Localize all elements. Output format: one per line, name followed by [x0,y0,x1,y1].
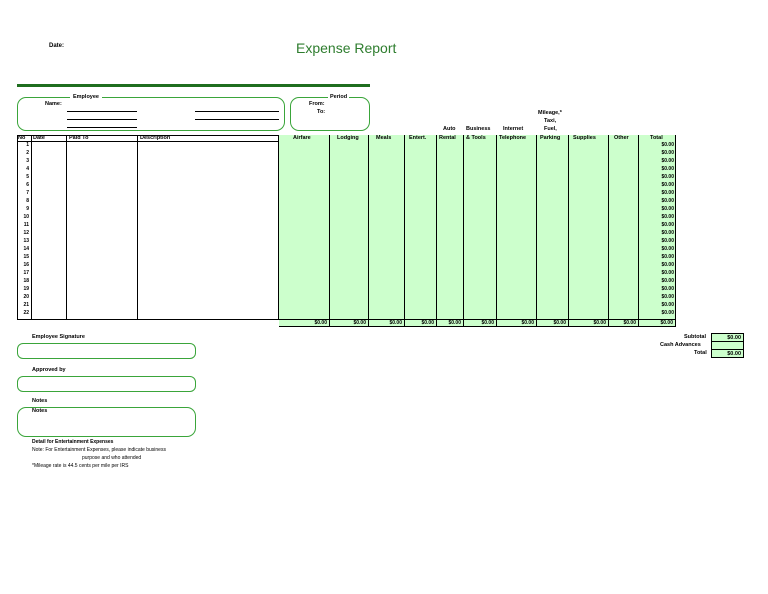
header-rule [17,84,370,87]
row-number: 5 [26,174,29,180]
period-section-label: Period [330,94,348,100]
approved-by-label: Approved by [32,367,66,373]
row-total: $0.00 [661,262,674,268]
row-number: 3 [26,158,29,164]
row-number: 21 [23,302,29,308]
row-number: 8 [26,198,29,204]
row-total: $0.00 [661,310,674,316]
header-mileage: Mileage,* [538,110,562,116]
address-field-line-2[interactable] [195,119,279,120]
th-total: Total [650,135,663,141]
row-number: 20 [23,294,29,300]
col-lodging[interactable] [330,135,369,327]
row-number: 1 [26,142,29,148]
header-business: Business [466,126,491,132]
row-total: $0.00 [661,166,674,172]
row-number: 15 [23,254,29,260]
col-tools[interactable] [464,135,497,327]
col-supplies[interactable] [569,135,609,327]
row-total: $0.00 [661,246,674,252]
row-total: $0.00 [661,158,674,164]
row-number: 7 [26,190,29,196]
th-parking: Parking [540,135,561,141]
entertainment-note-line-1: Note: For Entertainment Expenses, please indicate business [32,447,166,453]
header-fuel: Fuel, [544,126,557,132]
row-total: $0.00 [661,206,674,212]
page-title: Expense Report [296,40,397,56]
row-number: 18 [23,278,29,284]
cash-advances-label: Cash Advances [660,342,701,348]
notes-label: Notes [32,398,48,404]
th-date: Date [33,135,45,141]
col-rental[interactable] [437,135,464,327]
col-meals[interactable] [369,135,405,327]
th-entert: Entert. [409,135,427,141]
th-paid-to: Paid To [69,135,89,141]
mileage-note: *Mileage rate is 44.5 cents per mile per IRS [32,463,129,469]
row-number: 16 [23,262,29,268]
row-total: $0.00 [661,182,674,188]
row-total: $0.00 [661,302,674,308]
row-total: $0.00 [661,278,674,284]
total-label: Total [694,350,707,356]
rows-bottom-border [17,319,279,320]
row-number: 12 [23,230,29,236]
column-total: $0.00 [553,320,566,326]
column-total: $0.00 [389,320,402,326]
column-total: $0.00 [421,320,434,326]
row-total: $0.00 [661,254,674,260]
row-total: $0.00 [661,174,674,180]
row-total: $0.00 [661,222,674,228]
column-total: $0.00 [593,320,606,326]
row-total: $0.00 [661,230,674,236]
th-rental: Rental [439,135,456,141]
totals-row-bottom-border [279,326,676,327]
row-total: $0.00 [661,198,674,204]
row-total: $0.00 [661,238,674,244]
th-telephone: Telephone [499,135,527,141]
th-lodging: Lodging [337,135,359,141]
row-total: $0.00 [661,286,674,292]
row-number: 19 [23,286,29,292]
th-supplies: Supplies [573,135,596,141]
subtotal-label: Subtotal [684,334,706,340]
column-total: $0.00 [481,320,494,326]
signature-field[interactable] [17,343,196,359]
row-number: 13 [23,238,29,244]
period-box [290,97,370,131]
col-date[interactable] [32,135,67,320]
row-number: 17 [23,270,29,276]
col-entert[interactable] [405,135,437,327]
column-total: $0.00 [660,320,673,326]
col-airfare[interactable] [279,135,330,327]
date-label: Date: [49,43,65,49]
col-paid-to[interactable] [67,135,138,320]
row-number: 14 [23,246,29,252]
name-label: Name: [45,101,62,107]
notes-inner-label: Notes [32,408,48,414]
signature-label: Employee Signature [32,334,85,340]
th-airfare: Airfare [293,135,311,141]
column-total: $0.00 [521,320,534,326]
th-tools: & Tools [466,135,486,141]
row-total: $0.00 [661,294,674,300]
header-internet: Internet [503,126,524,132]
to-label: To: [317,109,326,115]
entertainment-note-line-2: purpose and who attended [82,455,142,461]
row-number: 22 [23,310,29,316]
subtotal-value: $0.00 [711,333,744,342]
employee-section-label: Employee [70,94,102,100]
th-no: No [18,135,26,141]
col-parking[interactable] [537,135,569,327]
row-number: 11 [23,222,29,228]
th-description: Description [140,135,171,141]
header-taxi: Taxi, [544,118,557,124]
name-field-line-3[interactable] [67,127,137,128]
row-number: 4 [26,166,29,172]
column-total: $0.00 [448,320,461,326]
column-total: $0.00 [623,320,636,326]
row-number: 2 [26,150,29,156]
total-value: $0.00 [711,349,744,358]
row-number: 9 [26,206,29,212]
row-total: $0.00 [661,150,674,156]
address-field-line-1[interactable] [195,111,279,112]
row-total: $0.00 [661,270,674,276]
column-total: $0.00 [353,320,366,326]
column-total: $0.00 [314,320,327,326]
row-number: 10 [23,214,29,220]
entertainment-detail-title: Detail for Entertainment Expenses [32,439,114,445]
name-field-line-1[interactable] [67,111,137,112]
row-total: $0.00 [661,190,674,196]
from-label: From: [309,101,325,107]
col-other[interactable] [609,135,639,327]
row-number: 6 [26,182,29,188]
th-other: Other [614,135,629,141]
approved-by-field[interactable] [17,376,196,392]
row-total: $0.00 [661,214,674,220]
th-meals: Meals [376,135,392,141]
col-description[interactable] [138,135,279,320]
header-auto: Auto [443,126,456,132]
col-telephone[interactable] [497,135,537,327]
row-total: $0.00 [661,142,674,148]
name-field-line-2[interactable] [67,119,137,120]
expense-table [17,135,676,327]
